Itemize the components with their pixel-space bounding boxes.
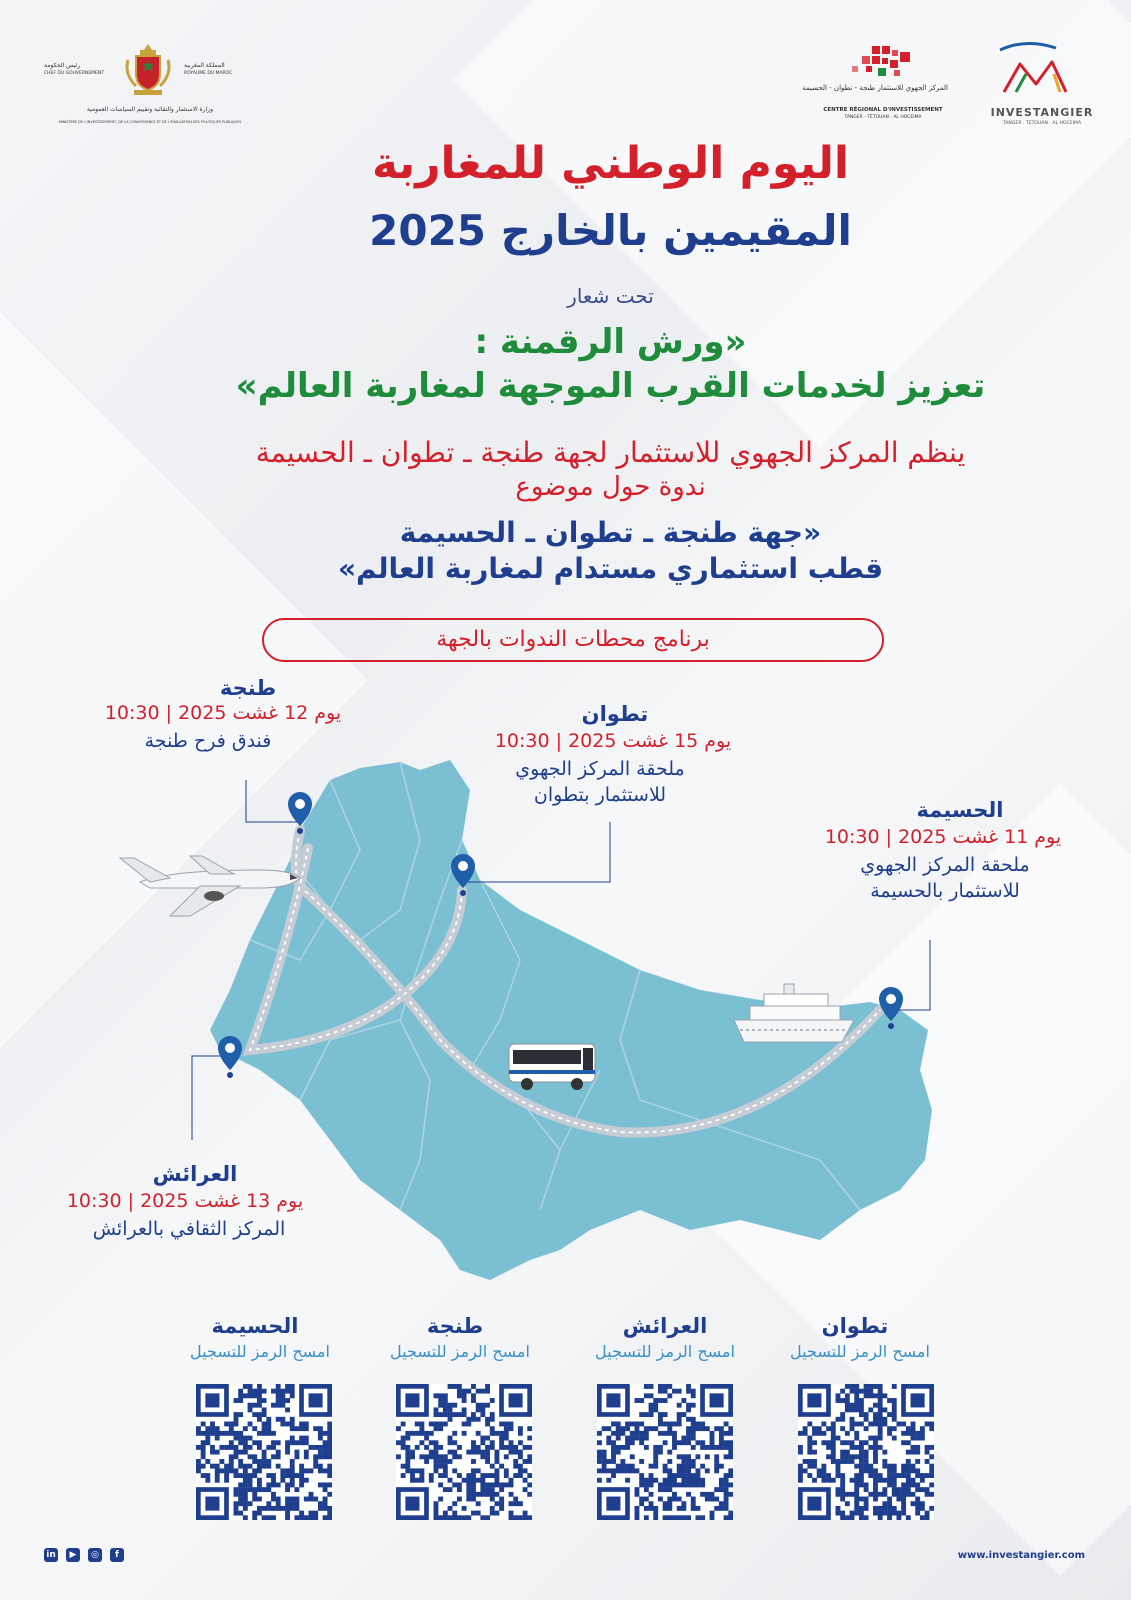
region-map [0, 740, 1131, 1300]
government-logo-block [44, 40, 256, 130]
tangier-venue: فندق فرح طنجة [144, 730, 272, 752]
larache-date: يوم 13 غشت 2025 | 10:30 [66, 1190, 304, 1212]
ministry-fr: MINISTÈRE DE L'INVESTISSEMENT, DE LA CONVERGENCE ET DE L'ÉVALUATION DES POLITIQUES PUBLIQUES [58, 120, 242, 124]
tetouan-venue2: للاستثمار بتطوان [533, 784, 667, 806]
hoceima-date: يوم 11 غشت 2025 | 10:30 [824, 826, 1062, 848]
theme-line1: «جهة طنجة ـ تطوان ـ الحسيمة [399, 516, 822, 549]
investangier-name: INVESTANGIER [990, 106, 1094, 119]
qr-code-tetouan[interactable] [798, 1384, 934, 1520]
cri-pixel-logo-icon [842, 44, 922, 80]
facebook-icon[interactable]: f [110, 1548, 124, 1562]
larache-city: العرائش [152, 1162, 238, 1186]
reg-scan-hoceima: امسح الرمز للتسجيل [190, 1342, 330, 1361]
slogan-line2: تعزيز لخدمات القرب الموجهة لمغاربة العالم» [235, 366, 986, 406]
qr-code-tangier[interactable] [396, 1384, 532, 1520]
kingdom-fr: ROYAUME DU MAROC [184, 71, 233, 76]
qr-code-icon [597, 1384, 733, 1520]
cri-logo [802, 44, 948, 124]
larache-location-pin-icon [215, 1034, 245, 1078]
reg-city-larache: العرائش [622, 1314, 708, 1338]
cri-name-fr: CENTRE RÉGIONAL D'INVESTISSEMENT [823, 107, 943, 113]
bus-icon [505, 1038, 601, 1094]
youtube-icon[interactable]: ▶ [66, 1548, 80, 1562]
chef-gov-ar: رئيس الحكومة [44, 62, 81, 69]
cri-name-ar: المركز الجهوي للاستثمار طنجة - تطوان - الحسيمة [802, 84, 948, 92]
cruise-ship-icon [730, 980, 860, 1050]
qr-code-icon [798, 1384, 934, 1520]
reg-scan-tetouan: امسح الرمز للتسجيل [790, 1342, 930, 1361]
slogan-intro: تحت شعار [567, 284, 654, 308]
organizer-line1: ينظم المركز الجهوي للاستثمار لجهة طنجة ـ تطوان ـ الحسيمة [255, 436, 966, 469]
tetouan-city: تطوان [581, 702, 649, 726]
reg-city-hoceima: الحسيمة [211, 1314, 299, 1338]
tangier-date: يوم 12 غشت 2025 | 10:30 [104, 702, 342, 724]
program-label: برنامج محطات الندوات بالجهة [262, 618, 884, 662]
reg-city-tangier: طنجة [426, 1314, 484, 1338]
reg-scan-tangier: امسح الرمز للتسجيل [390, 1342, 530, 1361]
hoceima-location-pin-icon [876, 985, 906, 1029]
investangier-mark-icon [996, 40, 1086, 100]
organizer-line2: ندوة حول موضوع [515, 472, 706, 502]
larache-venue: المركز الثقافي بالعرائش [92, 1218, 286, 1240]
qr-code-icon [396, 1384, 532, 1520]
slogan-line1: «ورش الرقمنة : [474, 322, 747, 362]
reg-scan-larache: امسح الرمز للتسجيل [595, 1342, 735, 1361]
cri-sub: TANGER - TÉTOUAN - AL HOCEIMA [844, 115, 922, 120]
tetouan-location-pin-icon [448, 852, 478, 896]
tangier-city: طنجة [219, 676, 277, 700]
moroccan-coat-of-arms-icon [122, 40, 174, 98]
qr-code-icon [196, 1384, 332, 1520]
main-title-line2: المقيمين بالخارج 2025 [369, 206, 852, 255]
airplane-icon [110, 842, 310, 922]
ministry-ar: وزارة الاستثمار والتقائية وتقييم السياسات العمومية [86, 106, 214, 113]
investangier-logo [986, 40, 1098, 130]
linkedin-icon[interactable]: in [44, 1548, 58, 1562]
main-title-line1: اليوم الوطني للمغاربة [371, 138, 850, 189]
hoceima-venue1: ملحقة المركز الجهوي [860, 854, 1030, 876]
kingdom-ar: المملكة المغربية [184, 62, 225, 69]
tetouan-venue1: ملحقة المركز الجهوي [515, 758, 685, 780]
tetouan-date: يوم 15 غشت 2025 | 10:30 [494, 730, 732, 752]
social-icons [44, 1548, 124, 1562]
instagram-icon[interactable]: ◎ [88, 1548, 102, 1562]
chef-gov-fr: CHEF DU GOUVERNEMENT [44, 71, 104, 76]
hoceima-city: الحسيمة [916, 798, 1004, 822]
theme-line2: قطب استثماري مستدام لمغاربة العالم» [337, 552, 884, 585]
qr-code-hoceima[interactable] [196, 1384, 332, 1520]
tangier-location-pin-icon [285, 790, 315, 834]
reg-city-tetouan: تطوان [821, 1314, 889, 1338]
qr-code-larache[interactable] [597, 1384, 733, 1520]
website-link[interactable]: www.investangier.com [957, 1550, 1085, 1561]
investangier-sub: TANGER . TETOUAN . AL HOCEIMA [1002, 121, 1082, 126]
hoceima-venue2: للاستثمار بالحسيمة [870, 880, 1020, 902]
